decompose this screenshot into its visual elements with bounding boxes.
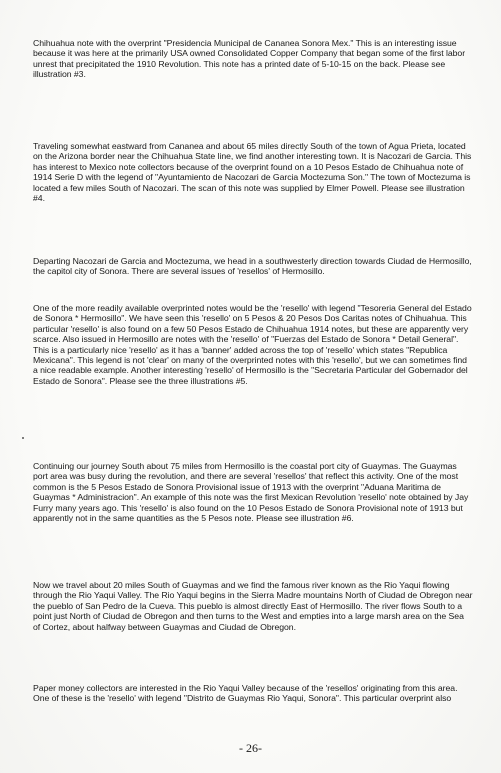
- paragraph-text: Now we travel about 20 miles South of Guaymas and we find the famous river known as the Rio Yaqui flowing through the Rio Yaqui Valley. The Rio Yaqui begins in the Sierra Madre mountains North of Ciudad de Obregon near the pueblo of San Pedro de la Cueva. This pueblo is almost directly East of Hermosillo. The river flows South to a point just North of Ciudad de Obregon and then turns to the West and empties into a large marsh area on the Sea of Cortez, about halfway between Guaymas and Ciudad de Obregon.: [33, 580, 473, 632]
- paragraph-rio-yaqui: [33, 580, 473, 632]
- paragraph-cananea: [33, 38, 473, 80]
- paragraph-departing: [33, 256, 473, 277]
- page-number: - 26-: [239, 741, 262, 755]
- paragraph-text: Chihuahua note with the overprint "Presidencia Municipal de Cananea Sonora Mex." This is an interesting issue because it was here at the primarily USA owned Consolidated Copper Company that began some of the first labor unrest that precipitated the 1910 Revolution. This note has a printed date of 5-10-15 on the back. Please see illustration #3.: [33, 38, 466, 80]
- paragraph-nacozari: [33, 141, 473, 203]
- scan-speck: [22, 437, 24, 439]
- paragraph-hermosillo-resellos: [33, 303, 473, 386]
- paragraph-text: Continuing our journey South about 75 miles from Hermosillo is the coastal port city of Guaymas. The Guaymas port area was busy during the revolution, and there are several 'resellos' that reflect this activity. One of the most common is the 5 Pesos Estado de Sonora Provisional issue of 1913 with the overprint "Aduana Maritima de Guaymas * Administracion". An example of this note was the first Mexican Revolution 'resello' note obtained by Jay Furry many years ago. This 'resello' is also found on the 10 Pesos Estado de Sonora Provisional note of 1913 but apparently not in the same quantities as the 5 Pesos note. Please see illustration #6.: [33, 461, 469, 524]
- paragraph-text: Traveling somewhat eastward from Cananea and about 65 miles directly South of the town of Agua Prieta, located on the Arizona border near the Chihuahua State line, we find another interesting town. It is Nacozari de Garcia. This has interest to Mexico note collectors because of the overprint found on a 10 Pesos Estado de Chihuahua note of 1914 Serie D with the legend of "Ayuntamiento de Nacozari de Garcia Moctezuma Son." The town of Moctezuma is located a few miles South of Nacozari. The scan of this note was supplied by Elmer Powell. Please see illustration #4.: [33, 141, 472, 204]
- paragraph-text: One of the more readily available overprinted notes would be the 'resello' with legend "Tesoreria General del Estado de Sonora * Hermosillo". We have seen this 'resello' on 5 Pesos & 20 Pesos Dos Caritas notes of Chihuahua. This particular 'resello' is also found on a few 50 Pesos Estado de Chihuahua 1914 notes, but these are apparently very scarce. Also issued in Hermosillo are notes with the 'resello' of "Fuerzas del Estado de Sonora * Detail General". This is a particularly nice 'resello' as it has a 'banner' added across the top of 'resello' which states "Republica Mexicana". This legend is not 'clear' on many of the overprinted notes with this 'resello', but we can sometimes find a nice readable example. Another interesting 'resello' of Hermosillo is the "Secretaria Particular del Gobernador del Estado de Sonora". Please see the three illustrations #5.: [33, 303, 472, 386]
- paragraph-text: Departing Nacozari de Garcia and Moctezuma, we head in a southwesterly direction towards Ciudad de Hermosillo, the capitol city of Sonora. There are several issues of 'resellos' of Hermosillo.: [33, 256, 472, 277]
- paragraph-text: Paper money collectors are interested in the Rio Yaqui Valley because of the 'resellos' originating from this area. One of these is the 'resello' with legend "Distrito de Guaymas Rio Yaqui, Sonora". This particular overprint also: [33, 683, 458, 704]
- paragraph-guaymas: [33, 461, 473, 523]
- paragraph-rio-yaqui-resellos: [33, 683, 473, 704]
